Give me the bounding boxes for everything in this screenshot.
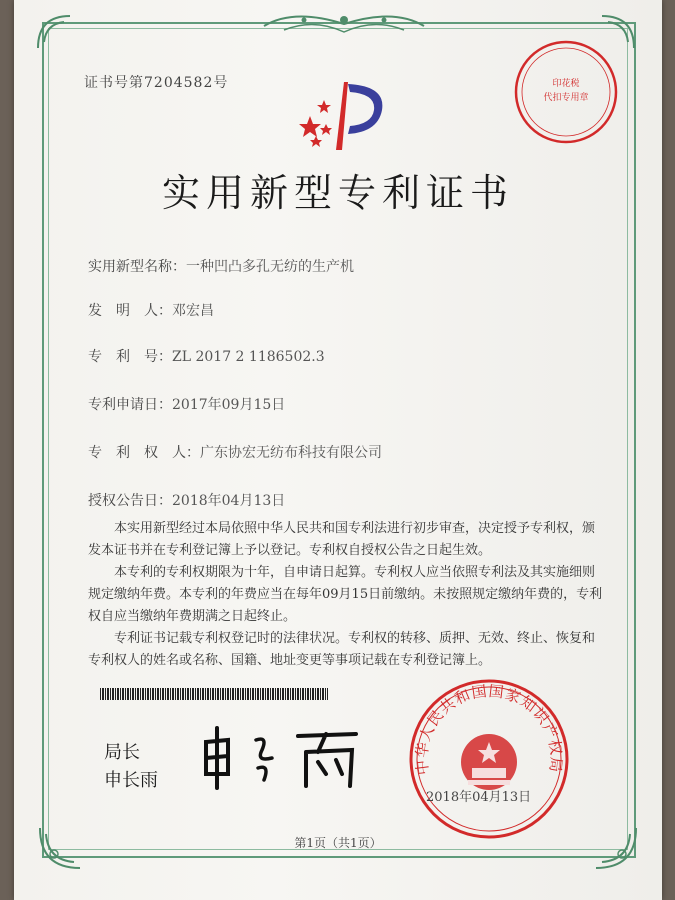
field-utility-model-name: 实用新型名称：一种凹凸多孔无纺的生产机 [88,259,354,275]
certificate-number: 证书号第7204582号 [84,75,229,91]
svg-text:印花税: 印花税 [552,79,580,89]
barcode [100,688,328,700]
certificate-sheet [14,0,662,900]
page-title: 实用新型专利证书 [161,171,514,215]
national-ip-office-seal-icon [406,676,572,842]
page-number: 第1页（共1页） [294,836,382,850]
patent-office-logo-icon [286,76,396,156]
field-inventor: 发 明 人：邓宏昌 [88,303,214,319]
svg-text:代扣专用章: 代扣专用章 [543,93,589,103]
top-ornament-icon [244,6,444,40]
director-title: 局长 [104,742,140,763]
body-paragraph-2: 本专利的专利权期限为十年，自申请日起算。专利权人应当依照专利法及其实施细则规定缴纳年费。本专利的年费应当在每年09月15日前缴纳。未按照规定缴纳年费的，专利权自应当缴纳年费期满之日起终止。 [88,565,603,624]
svg-text:中华人民共和国国家知识产权局: 中华人民共和国国家知识产权局 [412,681,566,776]
agency-stamp-icon [510,36,622,148]
director-name: 申长雨 [104,770,158,791]
corner-ornament-icon [34,12,74,52]
body-paragraph-1: 本实用新型经过本局依照中华人民共和国专利法进行初步审查，决定授予专利权，颁发本证书并在专利登记簿上予以登记。专利权自授权公告之日起生效。 [88,521,596,558]
field-application-date: 专利申请日：2017年09月15日 [88,397,286,413]
director-signature-icon [198,722,368,792]
field-patentee: 专 利 权 人：广东协宏无纺布科技有限公司 [88,445,382,461]
stamp-date: 2018年04月13日 [426,790,532,805]
field-patent-number: 专 利 号：ZL 2017 2 1186502.3 [88,349,325,365]
body-paragraph-3: 专利证书记载专利权登记时的法律状况。专利权的转移、质押、无效、终止、恢复和专利权人的姓名或名称、国籍、地址变更等事项记载在专利登记簿上。 [88,631,596,668]
field-grant-date: 授权公告日：2018年04月13日 [88,493,286,509]
